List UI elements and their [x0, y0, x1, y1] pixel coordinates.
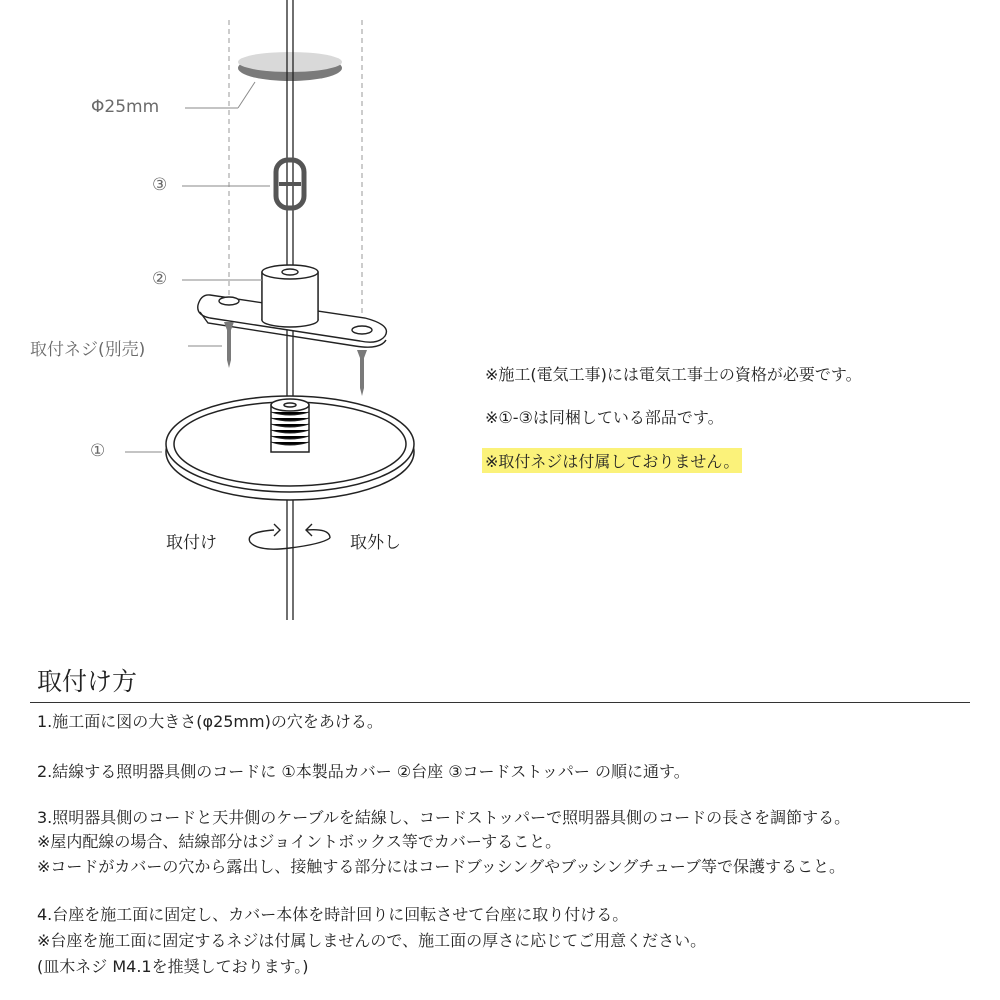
section-title: 取付け方 — [37, 667, 138, 696]
base-plate-icon — [198, 265, 387, 347]
step-4-line-1: 4.台座を施工面に固定し、カバー本体を時計回りに回転させて台座に取り付ける。 — [37, 905, 629, 924]
step-3-line-1: 3.照明器具側のコードと天井側のケーブルを結線し、コードストッパーで照明器具側のコードの長さを調節する。 — [37, 808, 851, 827]
cord-stopper-icon — [276, 160, 304, 208]
ceiling-hole-icon — [238, 52, 342, 81]
screw-label: 取付ネジ(別売) — [30, 340, 146, 360]
callout-lines — [125, 82, 270, 452]
detach-label: 取外し — [350, 533, 401, 553]
step-4-note-2: (皿木ネジ M4.1を推奨しております。) — [37, 957, 309, 976]
step-3-note-2: ※コードがカバーの穴から露出し、接触する部分にはコードブッシングやブッシングチューブ等で保護すること。 — [37, 857, 845, 876]
part-1-label: ① — [90, 441, 106, 461]
step-3-note-1: ※屋内配線の場合、結線部分はジョイントボックス等でカバーすること。 — [37, 832, 562, 851]
section-divider — [30, 702, 970, 703]
part-2-label: ② — [152, 269, 168, 289]
note-license: ※施工(電気工事)には電気工事士の資格が必要です。 — [485, 365, 862, 384]
step-1-line-1: 1.施工面に図の大きさ(φ25mm)の穴をあける。 — [37, 712, 383, 731]
note-included-parts: ※①-③は同梱している部品です。 — [485, 408, 724, 427]
rotation-arrows-icon — [249, 524, 330, 549]
cover-icon — [166, 396, 414, 500]
step-2-line-1: 2.結線する照明器具側のコードに ①本製品カバー ②台座 ③コードストッパー の順に通す。 — [37, 762, 690, 781]
attach-label: 取付け — [166, 533, 217, 553]
part-3-label: ③ — [152, 175, 168, 195]
step-4-note-1: ※台座を施工面に固定するネジは付属しませんので、施工面の厚さに応じてご用意ください。 — [37, 931, 707, 950]
hole-diameter-label: Φ25mm — [91, 97, 160, 117]
note-screws-not-included: ※取付ネジは付属しておりません。 — [482, 448, 742, 473]
